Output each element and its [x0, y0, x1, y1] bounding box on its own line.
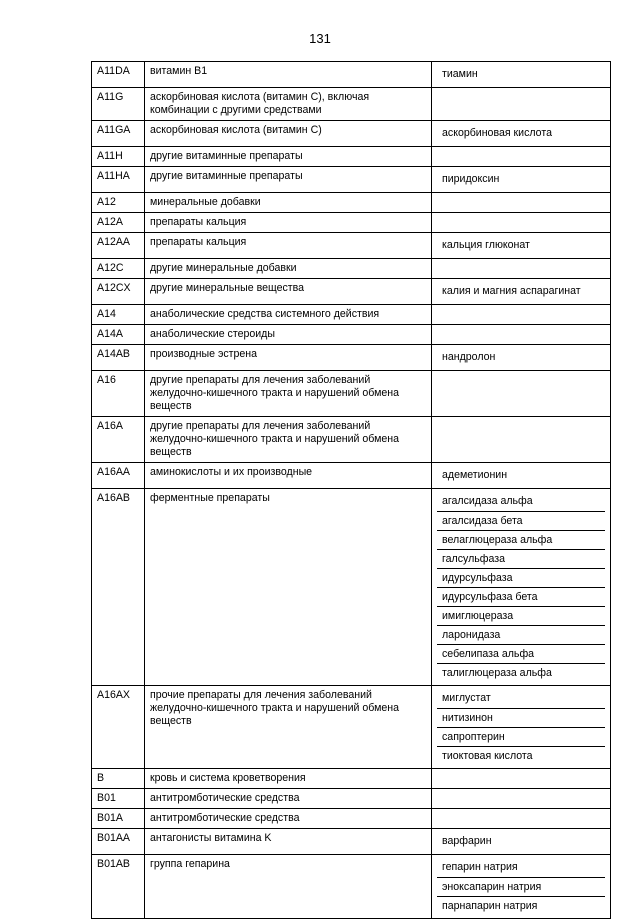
- inn-name: гепарин натрия: [442, 861, 518, 873]
- inn-cell: [432, 463, 611, 489]
- table-row: [92, 371, 611, 417]
- table-row: [92, 489, 611, 686]
- inn-cell: [432, 147, 611, 167]
- table-row: [92, 213, 611, 233]
- table-row: [92, 769, 611, 789]
- inn-name: агалсидаза бета: [437, 511, 605, 530]
- group-name-cell: минеральные добавки: [145, 193, 432, 213]
- table-row: [92, 305, 611, 325]
- atc-code-cell: A14AB: [92, 345, 145, 371]
- table-row: [92, 855, 611, 919]
- inn-name: сапроптерин: [437, 727, 605, 746]
- inn-name: аскорбиновая кислота: [442, 127, 552, 139]
- inn-name: [437, 196, 605, 202]
- atc-code-cell: A12CX: [92, 279, 145, 305]
- inn-cell: [432, 121, 611, 147]
- inn-name: адеметионин: [442, 469, 508, 481]
- inn-cell: [432, 62, 611, 88]
- inn-cell: [432, 417, 611, 463]
- group-name-cell: аскорбиновая кислота (витамин C): [145, 121, 432, 147]
- inn-name: тиоктовая кислота: [437, 746, 605, 765]
- inn-name: [437, 262, 605, 268]
- atc-code-cell: B01AA: [92, 829, 145, 855]
- inn-name: [437, 150, 605, 156]
- inn-name: кальция глюконат: [442, 239, 530, 251]
- atc-code-cell: A14A: [92, 325, 145, 345]
- table-row: [92, 121, 611, 147]
- inn-name: нитизинон: [437, 708, 605, 727]
- inn-cell: [432, 167, 611, 193]
- group-name-cell: антагонисты витамина K: [145, 829, 432, 855]
- table-row: [92, 809, 611, 829]
- atc-code-cell: A16A: [92, 417, 145, 463]
- inn-name: [437, 91, 605, 97]
- atc-code-cell: A11GA: [92, 121, 145, 147]
- table-row: [92, 829, 611, 855]
- group-name-cell: другие витаминные препараты: [145, 167, 432, 193]
- table-row: [92, 88, 611, 121]
- atc-code-cell: A12AA: [92, 233, 145, 259]
- atc-table-body: [92, 62, 611, 919]
- inn-cell: [432, 305, 611, 325]
- group-name-cell: витамин B1: [145, 62, 432, 88]
- group-name-cell: другие препараты для лечения заболеваний желудочно-кишечного тракта и нарушений обмена веществ: [145, 417, 432, 463]
- atc-code-cell: B01A: [92, 809, 145, 829]
- inn-name: [437, 420, 605, 426]
- inn-cell: [432, 829, 611, 855]
- inn-cell: [432, 809, 611, 829]
- group-name-cell: антитромботические средства: [145, 809, 432, 829]
- inn-name: себелипаза альфа: [437, 644, 605, 663]
- inn-name: галсульфаза: [437, 549, 605, 568]
- atc-code-cell: A11HA: [92, 167, 145, 193]
- inn-name: велаглюцераза альфа: [437, 530, 605, 549]
- group-name-cell: другие препараты для лечения заболеваний желудочно-кишечного тракта и нарушений обмена веществ: [145, 371, 432, 417]
- atc-code-cell: A11H: [92, 147, 145, 167]
- inn-name: тиамин: [442, 68, 478, 80]
- group-name-cell: ферментные препараты: [145, 489, 432, 686]
- inn-cell: [432, 88, 611, 121]
- inn-name: [437, 772, 605, 778]
- inn-name: [437, 792, 605, 798]
- inn-cell: [432, 769, 611, 789]
- inn-cell: [432, 855, 611, 919]
- inn-cell: [432, 193, 611, 213]
- inn-name: имиглюцераза: [437, 606, 605, 625]
- atc-code-cell: A16AA: [92, 463, 145, 489]
- inn-cell: [432, 233, 611, 259]
- inn-name: [437, 812, 605, 818]
- table-row: [92, 279, 611, 305]
- table-row: [92, 259, 611, 279]
- atc-code-cell: B01: [92, 789, 145, 809]
- group-name-cell: антитромботические средства: [145, 789, 432, 809]
- table-row: [92, 233, 611, 259]
- inn-cell: [432, 213, 611, 233]
- inn-name: [437, 328, 605, 334]
- page-number: 131: [309, 31, 331, 46]
- group-name-cell: препараты кальция: [145, 213, 432, 233]
- inn-name: [437, 374, 605, 380]
- atc-code-cell: A11DA: [92, 62, 145, 88]
- inn-name: талиглюцераза альфа: [437, 663, 605, 682]
- inn-cell: [432, 489, 611, 686]
- atc-code-cell: A12: [92, 193, 145, 213]
- inn-name: идурсульфаза бета: [437, 587, 605, 606]
- group-name-cell: прочие препараты для лечения заболеваний желудочно-кишечного тракта и нарушений обмена веществ: [145, 686, 432, 769]
- inn-cell: [432, 789, 611, 809]
- inn-name: варфарин: [442, 835, 492, 847]
- group-name-cell: другие минеральные вещества: [145, 279, 432, 305]
- inn-cell: [432, 279, 611, 305]
- group-name-cell: производные эстрена: [145, 345, 432, 371]
- atc-code-cell: B01AB: [92, 855, 145, 919]
- inn-name: ларонидаза: [437, 625, 605, 644]
- atc-code-cell: B: [92, 769, 145, 789]
- inn-name: миглустат: [442, 692, 491, 704]
- table-row: [92, 417, 611, 463]
- table-row: [92, 147, 611, 167]
- atc-code-cell: A12A: [92, 213, 145, 233]
- inn-cell: [432, 345, 611, 371]
- atc-code-cell: A12C: [92, 259, 145, 279]
- table-row: [92, 325, 611, 345]
- group-name-cell: аминокислоты и их производные: [145, 463, 432, 489]
- inn-name: нандролон: [442, 351, 496, 363]
- atc-table: [91, 61, 611, 919]
- inn-cell: [432, 325, 611, 345]
- inn-name: эноксапарин натрия: [437, 877, 605, 896]
- inn-name: [437, 216, 605, 222]
- atc-code-cell: A11G: [92, 88, 145, 121]
- inn-cell: [432, 371, 611, 417]
- table-row: [92, 686, 611, 769]
- group-name-cell: анаболические стероиды: [145, 325, 432, 345]
- inn-cell: [432, 686, 611, 769]
- inn-cell: [432, 259, 611, 279]
- atc-code-cell: A16AB: [92, 489, 145, 686]
- group-name-cell: группа гепарина: [145, 855, 432, 919]
- table-row: [92, 193, 611, 213]
- table-row: [92, 167, 611, 193]
- inn-name: агалсидаза альфа: [442, 495, 533, 507]
- atc-code-cell: A16AX: [92, 686, 145, 769]
- group-name-cell: другие витаминные препараты: [145, 147, 432, 167]
- table-row: [92, 345, 611, 371]
- inn-name: пиридоксин: [442, 173, 500, 185]
- group-name-cell: аскорбиновая кислота (витамин C), включая комбинации с другими средствами: [145, 88, 432, 121]
- atc-code-cell: A14: [92, 305, 145, 325]
- table-row: [92, 463, 611, 489]
- inn-name: идурсульфаза: [437, 568, 605, 587]
- group-name-cell: анаболические средства системного действия: [145, 305, 432, 325]
- group-name-cell: кровь и система кроветворения: [145, 769, 432, 789]
- table-row: [92, 62, 611, 88]
- inn-name: парнапарин натрия: [437, 896, 605, 915]
- group-name-cell: препараты кальция: [145, 233, 432, 259]
- inn-name: калия и магния аспарагинат: [442, 285, 581, 297]
- table-row: [92, 789, 611, 809]
- atc-code-cell: A16: [92, 371, 145, 417]
- group-name-cell: другие минеральные добавки: [145, 259, 432, 279]
- inn-name: [437, 308, 605, 314]
